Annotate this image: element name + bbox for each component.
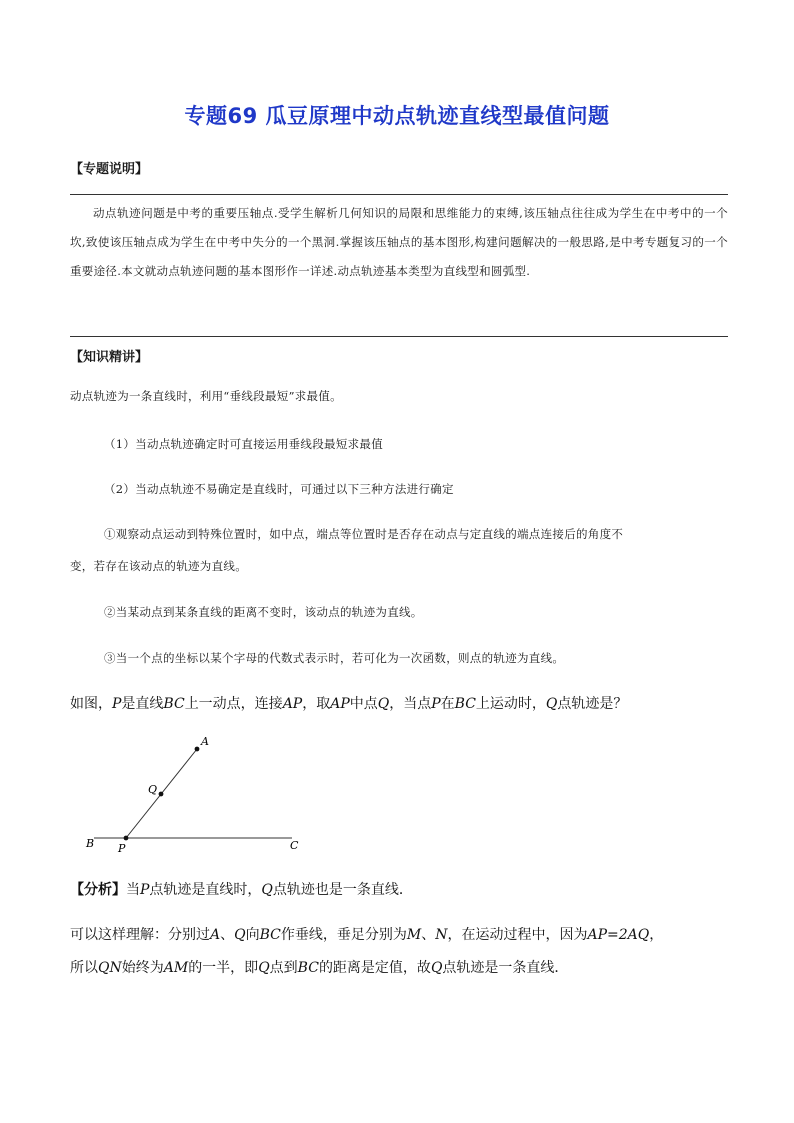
label-a: A [201,735,209,748]
knowledge-item-2: （2）当动点轨迹不易确定是直线时，可通过以下三种方法进行确定 [104,482,454,496]
label-b: B [86,837,95,850]
section-heading-description: 【专题说明】 [70,162,149,177]
explanation-line-2: 所以QN始终为AM的一半，即Q点到BC的距离是定值，故Q点轨迹是一条直线． [70,960,569,976]
point-a [195,747,200,752]
knowledge-lead: 动点轨迹为一条直线时，利用“垂线段最短”求最值。 [70,389,342,403]
method-2: ②当某动点到某条直线的距离不变时，该动点的轨迹为直线。 [104,605,423,619]
analysis-line: 【分析】当P点轨迹是直线时，Q点轨迹也是一条直线． [70,882,413,898]
explanation-line-1: 可以这样理解：分别过A、Q向BC作垂线，垂足分别为M、N，在运动过程中，因为AP=2AQ， [70,927,664,943]
method-3: ③当一个点的坐标以某个字母的代数式表示时，若可化为一次函数，则点的轨迹为直线。 [104,651,565,665]
section-heading-knowledge: 【知识精讲】 [70,350,149,365]
knowledge-item-1: （1）当动点轨迹确定时可直接运用垂线段最短求最值 [104,437,384,451]
divider-top [70,194,728,195]
label-q: Q [148,783,158,796]
page-title: 专题69 瓜豆原理中动点轨迹直线型最值问题 [184,104,610,128]
label-p: P [118,842,126,855]
geometry-figure [80,730,320,860]
method-1-line-1: ①观察动点运动到特殊位置时，如中点，端点等位置时是否存在动点与定直线的端点连接后的角度不 [104,527,624,541]
question-text: 如图，P是直线BC上一动点，连接AP，取AP中点Q，当点P在BC上运动时，Q点轨迹是？ [70,696,628,712]
method-1-line-2: 变，若存在该动点的轨迹为直线。 [70,559,247,573]
intro-paragraph: 动点轨迹问题是中考的重要压轴点.受学生解析几何知识的局限和思维能力的束缚,该压轴点往往成为学生在中考中的一个坎,致使该压轴点成为学生在中考中失分的一个黑洞.掌握该压轴点的基本图形,构建问题解决的一般思路,是中考专题复习的一个重要途径.本文就动点轨迹问题的基本图形作一详述.动点轨迹基本类型为直线型和圆弧型. [70,206,728,278]
label-c: C [290,839,299,852]
point-p [124,836,129,841]
divider-bottom [70,336,728,337]
point-q [159,792,164,797]
